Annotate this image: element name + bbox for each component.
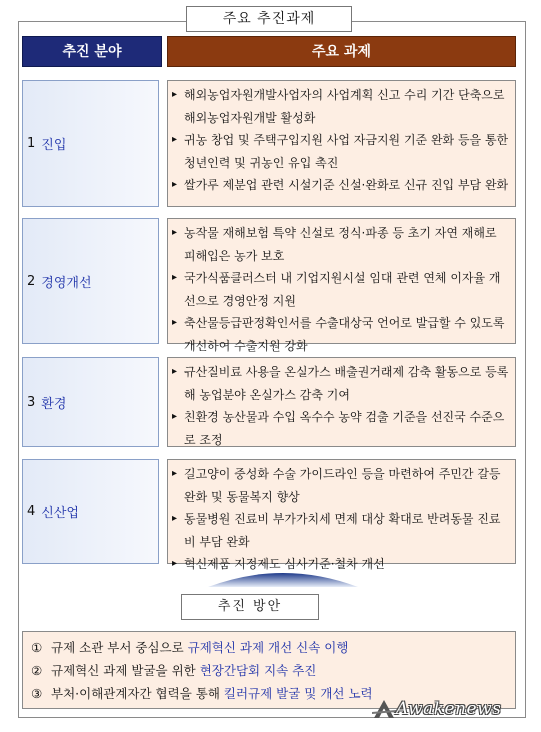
watermark-logo-icon — [372, 698, 396, 720]
plan-item — [31, 636, 507, 659]
task-text: 규산질비료 사용을 온실가스 배출권거래제 감축 활동으로 등록해 농업분야 온실가스 감축 기여 — [184, 365, 509, 402]
task-item — [172, 222, 509, 267]
category-name: 신산업 — [41, 506, 79, 521]
bullet-icon: ▸ — [172, 227, 178, 238]
task-cell — [167, 80, 516, 207]
plan-highlight: 현장간담회 지속 추진 — [199, 663, 317, 678]
bullet-icon: ▸ — [172, 134, 178, 145]
category-cell — [22, 80, 159, 207]
task-item — [172, 312, 509, 357]
category-number: 1 — [27, 136, 36, 151]
up-arrow-icon — [208, 565, 358, 587]
plan-highlight: 규제혁신 과제 개선 신속 이행 — [187, 640, 349, 655]
plan-title: 추진 방안 — [181, 594, 319, 620]
plan-number: ① — [31, 640, 43, 655]
task-text: 축산물등급판정확인서를 수출대상국 언어로 발급할 수 있도록 개선하여 수출지원 강화 — [184, 316, 505, 353]
task-text: 농작물 재해보험 특약 신설로 정식·파종 등 초기 자연 재해로 피해입은 농가 보호 — [184, 226, 497, 263]
plan-text: 부처·이해관계자간 협력을 통해 — [51, 686, 220, 701]
task-cell — [167, 357, 516, 447]
task-text: 동물병원 진료비 부가가치세 면제 대상 확대로 반려동물 진료비 부담 완화 — [184, 512, 501, 549]
task-text: 쌀가루 제분업 관련 시설기준 신설·완화로 신규 진입 부담 완화 — [184, 178, 509, 192]
bullet-icon: ▸ — [172, 317, 178, 328]
plan-number: ③ — [31, 686, 43, 701]
plan-text: 규제 소관 부서 중심으로 — [51, 640, 184, 655]
task-item — [172, 463, 509, 508]
header-category: 추진 분야 — [22, 36, 162, 67]
plan-item — [31, 659, 507, 682]
category-number: 4 — [27, 504, 36, 519]
task-item — [172, 508, 509, 553]
bullet-icon: ▸ — [172, 558, 178, 569]
task-item — [172, 174, 509, 197]
category-number: 3 — [27, 394, 36, 410]
task-item — [172, 267, 509, 312]
category-name: 경영개선 — [41, 275, 92, 291]
task-item — [172, 361, 509, 406]
bullet-icon: ▸ — [172, 411, 178, 422]
task-text: 혁신제품 지정제도 심사기준·철차 개선 — [184, 557, 385, 571]
bullet-icon: ▸ — [172, 89, 178, 100]
category-cell — [22, 459, 159, 564]
plan-highlight: 킬러규제 발굴 및 개선 노력 — [223, 686, 373, 701]
page-title: 주요 추진과제 — [186, 6, 352, 32]
category-cell — [22, 218, 159, 344]
task-text: 국가식품클러스터 내 기업지원시설 임대 관련 연체 이자율 개선으로 경영안정 지원 — [184, 271, 501, 308]
category-name: 환경 — [41, 396, 67, 412]
category-number: 2 — [27, 273, 36, 289]
bullet-icon: ▸ — [172, 272, 178, 283]
bullet-icon: ▸ — [172, 179, 178, 190]
task-cell — [167, 459, 516, 571]
bullet-icon: ▸ — [172, 468, 178, 479]
header-tasks: 주요 과제 — [167, 36, 516, 67]
bullet-icon: ▸ — [172, 513, 178, 524]
task-item — [172, 406, 509, 451]
plan-text: 규제혁신 과제 발굴을 위한 — [51, 663, 196, 678]
category-cell — [22, 357, 159, 447]
task-text: 길고양이 중성화 수술 가이드라인 등을 마련하여 주민간 갈등 완화 및 동물복지 향상 — [184, 467, 501, 504]
bullet-icon: ▸ — [172, 366, 178, 377]
watermark — [372, 694, 537, 724]
category-name: 진입 — [41, 138, 67, 153]
task-text: 친환경 농산물과 수입 옥수수 농약 검출 기준을 선진국 수준으로 조정 — [184, 410, 505, 447]
task-cell — [167, 218, 516, 353]
task-text: 귀농 창업 및 주택구입지원 사업 자금지원 기준 완화 등을 통한 청년인력 및 귀농인 유입 촉진 — [184, 133, 509, 170]
watermark-text: Awakenews — [396, 699, 502, 719]
task-item — [172, 129, 509, 174]
plan-number: ② — [31, 663, 43, 678]
task-item — [172, 84, 509, 129]
task-text: 해외농업자원개발사업자의 사업계획 신고 수리 기간 단축으로 해외농업자원개발 활성화 — [184, 88, 505, 125]
